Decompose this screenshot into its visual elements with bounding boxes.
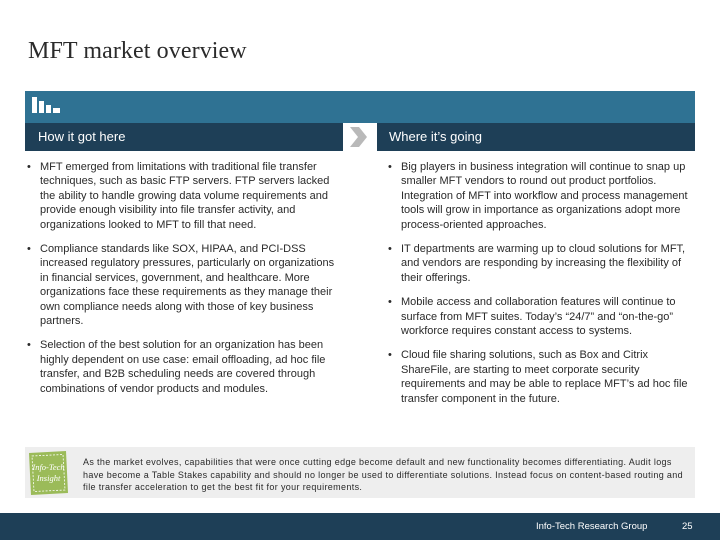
top-banner — [25, 91, 695, 123]
insight-callout — [25, 447, 695, 498]
footer-company: Info-Tech Research Group — [536, 521, 648, 532]
bullet-item: • Mobile access and collaboration features will continue to surface from MFT suites. Today’s “24/7” and “on-the-go” workforce requires constant access to systems. — [388, 295, 693, 338]
bullet-item: • Selection of the best solution for an organization has been highly dependent on use case: email offloading, ad hoc file transfer, and B2B scheduling needs are covered through combinations of vendor products and modules. — [27, 338, 340, 396]
right-column — [388, 160, 693, 406]
info-tech-insight-icon — [26, 449, 71, 497]
bullet-item: • Cloud file sharing solutions, such as Box and Citrix ShareFile, are starting to meet corporate security requirements and may be able to replace MFT’s ad hoc file transfer component in the future. — [388, 348, 693, 406]
bar-chart-logo-icon — [32, 97, 62, 113]
footer-bar — [0, 513, 720, 540]
bullet-item: • Compliance standards like SOX, HIPAA, and PCI-DSS increased regulatory pressures, particularly on organizations in financial services, government, and healthcare. More organizations face these requirements as they manage their own compliance needs along with those of key business partners. — [27, 242, 340, 328]
bullet-item: • MFT emerged from limitations with traditional file transfer techniques, such as basic FTP servers. FTP servers lacked the ability to handle growing data volume requirements and provide enough visibility into file transfer activity, and organizations looked to MFT to fill that need. — [27, 160, 340, 232]
right-column-header: Where it’s going — [377, 123, 695, 151]
left-column — [27, 160, 340, 396]
chevron-right-icon — [346, 125, 370, 149]
badge-label-line1: Info-Tech — [32, 462, 65, 472]
page-number: 25 — [682, 521, 693, 532]
bullet-item: • Big players in business integration will continue to snap up smaller MFT vendors to round out product portfolios. Integration of MFT into workflow and process management tools will grow in importance as organizations adopt more process-oriented approaches. — [388, 160, 693, 232]
insight-text: As the market evolves, capabilities that were once cutting edge become default and new functionality becomes differentiating. Audit logs have become a Table Stakes capability and should no longer be used to differentiate solutions. Instead focus on content-based routing and file transfer acceleration to get the best fit for your requirements. — [83, 457, 683, 492]
slide-title: MFT market overview — [28, 38, 247, 64]
left-column-header: How it got here — [25, 123, 343, 151]
bullet-item: • IT departments are warming up to cloud solutions for MFT, and vendors are responding by increasing the flexibility of their offerings. — [388, 242, 693, 285]
badge-label-line2: Insight — [36, 473, 61, 483]
